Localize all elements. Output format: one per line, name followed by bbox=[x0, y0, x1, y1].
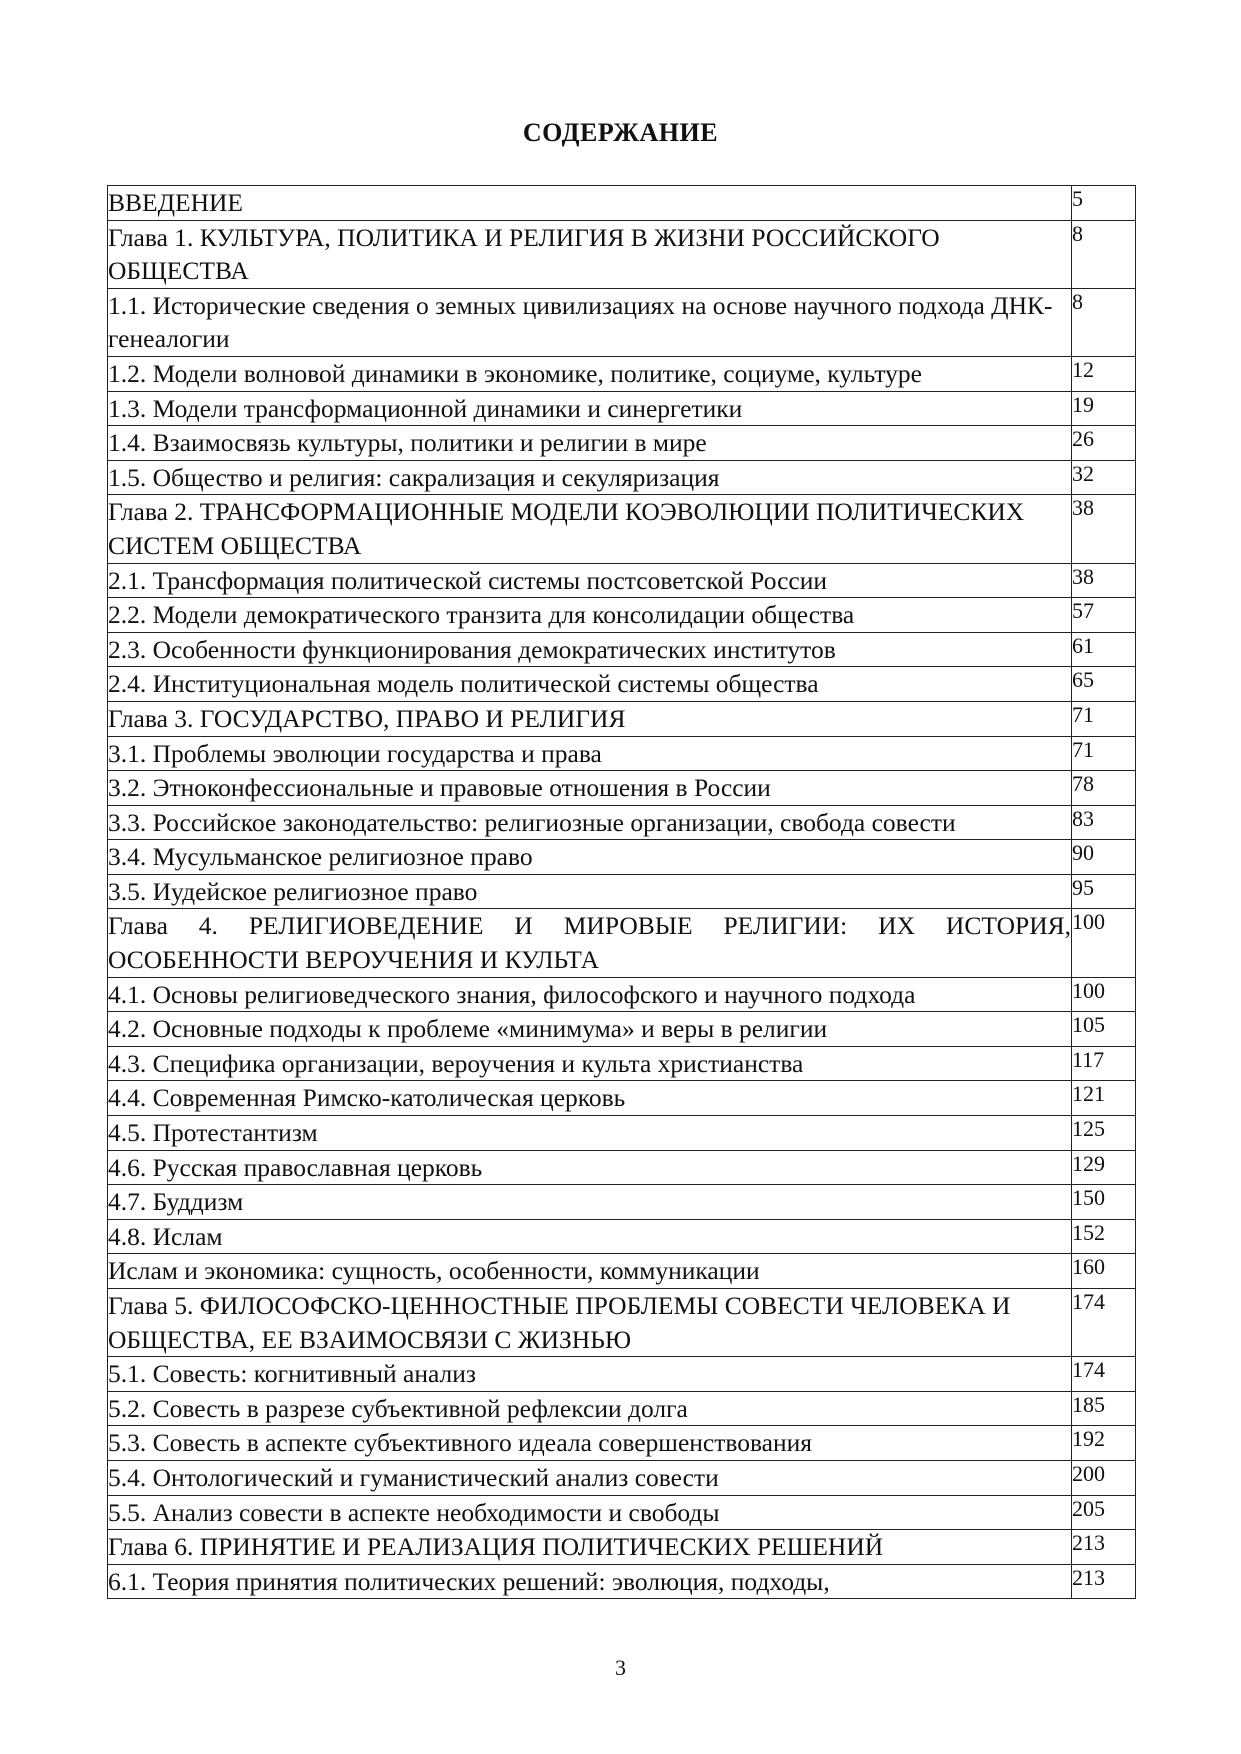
toc-row bbox=[108, 840, 1136, 875]
toc-row bbox=[108, 1012, 1136, 1047]
toc-entry-title: 4.5. Протестантизм bbox=[108, 1116, 1072, 1151]
toc-row bbox=[108, 1530, 1136, 1565]
page-title: СОДЕРЖАНИЕ bbox=[522, 118, 719, 147]
toc-entry-title: 2.3. Особенности функционирования демократических институтов bbox=[108, 632, 1072, 667]
toc-row bbox=[108, 1460, 1136, 1495]
toc-row bbox=[108, 1289, 1136, 1357]
toc-entry-title: 3.1. Проблемы эволюции государства и права bbox=[108, 736, 1072, 771]
toc-entry-title: 4.2. Основные подходы к проблеме «минимума» и веры в религии bbox=[108, 1012, 1072, 1047]
toc-entry-page: 105 bbox=[1072, 1012, 1136, 1047]
toc-entry-title: 4.4. Современная Римско-католическая церковь bbox=[108, 1081, 1072, 1116]
toc-entry-page: 117 bbox=[1072, 1046, 1136, 1081]
toc-row bbox=[108, 1081, 1136, 1116]
toc-entry-page: 213 bbox=[1072, 1564, 1136, 1599]
toc-row bbox=[108, 1185, 1136, 1220]
toc-entry-title: Глава 6. ПРИНЯТИЕ И РЕАЛИЗАЦИЯ ПОЛИТИЧЕСКИХ РЕШЕНИЙ bbox=[108, 1530, 1072, 1565]
toc-row bbox=[108, 701, 1136, 736]
toc-entry-title: 5.2. Совесть в разрезе субъективной рефлексии долга bbox=[108, 1391, 1072, 1426]
toc-entry-title: 5.4. Онтологический и гуманистический анализ совести bbox=[108, 1460, 1072, 1495]
toc-row bbox=[108, 1116, 1136, 1151]
toc-entry-page: 125 bbox=[1072, 1116, 1136, 1151]
toc-row bbox=[108, 1495, 1136, 1530]
toc-entry-page: 174 bbox=[1072, 1289, 1136, 1357]
toc-row bbox=[108, 1254, 1136, 1289]
toc-entry-page: 12 bbox=[1072, 356, 1136, 391]
toc-entry-page: 8 bbox=[1072, 220, 1136, 288]
toc-row bbox=[108, 426, 1136, 461]
toc-entry-page: 185 bbox=[1072, 1391, 1136, 1426]
toc-entry-title: 1.5. Общество и религия: сакрализация и секуляризация bbox=[108, 460, 1072, 495]
toc-entry-title: 3.5. Иудейское религиозное право bbox=[108, 874, 1072, 909]
page-number: 3 bbox=[615, 1655, 626, 1680]
toc-row bbox=[108, 495, 1136, 563]
toc-entry-page: 38 bbox=[1072, 495, 1136, 563]
toc-entry-page: 71 bbox=[1072, 736, 1136, 771]
toc-row bbox=[108, 220, 1136, 288]
toc-entry-page: 57 bbox=[1072, 598, 1136, 633]
toc-entry-page: 192 bbox=[1072, 1426, 1136, 1461]
toc-entry-title: 5.1. Совесть: когнитивный анализ bbox=[108, 1357, 1072, 1392]
toc-row bbox=[108, 667, 1136, 702]
toc-entry-title: Глава 2. ТРАНСФОРМАЦИОННЫЕ МОДЕЛИ КОЭВОЛЮЦИИ ПОЛИТИЧЕСКИХ СИСТЕМ ОБЩЕСТВА bbox=[108, 495, 1072, 563]
toc-row bbox=[108, 186, 1136, 221]
toc-entry-title: 6.1. Теория принятия политических решений: эволюция, подходы, bbox=[108, 1564, 1072, 1599]
toc-entry-page: 26 bbox=[1072, 426, 1136, 461]
toc-entry-title: 4.6. Русская православная церковь bbox=[108, 1150, 1072, 1185]
toc-row bbox=[108, 771, 1136, 806]
toc-entry-page: 152 bbox=[1072, 1219, 1136, 1254]
toc-entry-page: 121 bbox=[1072, 1081, 1136, 1116]
toc-entry-title: Глава 3. ГОСУДАРСТВО, ПРАВО И РЕЛИГИЯ bbox=[108, 701, 1072, 736]
table-of-contents bbox=[107, 185, 1136, 1599]
toc-entry-title: 5.3. Совесть в аспекте субъективного идеала совершенствования bbox=[108, 1426, 1072, 1461]
toc-row bbox=[108, 288, 1136, 356]
toc-entry-page: 205 bbox=[1072, 1495, 1136, 1530]
toc-entry-page: 19 bbox=[1072, 391, 1136, 426]
toc-entry-title: 3.3. Российское законодательство: религиозные организации, свобода совести bbox=[108, 805, 1072, 840]
toc-row bbox=[108, 805, 1136, 840]
toc-entry-title: ВВЕДЕНИЕ bbox=[108, 186, 1072, 221]
toc-entry-title: 1.2. Модели волновой динамики в экономике, политике, социуме, культуре bbox=[108, 356, 1072, 391]
toc-entry-title: 5.5. Анализ совести в аспекте необходимости и свободы bbox=[108, 1495, 1072, 1530]
toc-entry-title: 2.1. Трансформация политической системы постсоветской России bbox=[108, 563, 1072, 598]
toc-row bbox=[108, 598, 1136, 633]
toc-entry-title: 2.2. Модели демократического транзита для консолидации общества bbox=[108, 598, 1072, 633]
toc-row bbox=[108, 909, 1136, 977]
toc-entry-title: 4.7. Буддизм bbox=[108, 1185, 1072, 1220]
toc-entry-title: 4.1. Основы религиоведческого знания, философского и научного подхода bbox=[108, 977, 1072, 1012]
toc-row bbox=[108, 736, 1136, 771]
toc-entry-page: 200 bbox=[1072, 1460, 1136, 1495]
toc-entry-title: 4.3. Специфика организации, вероучения и культа христианства bbox=[108, 1046, 1072, 1081]
toc-entry-title: 2.4. Институциональная модель политической системы общества bbox=[108, 667, 1072, 702]
toc-row bbox=[108, 1219, 1136, 1254]
toc-row bbox=[108, 1357, 1136, 1392]
toc-entry-title: 3.2. Этноконфессиональные и правовые отношения в России bbox=[108, 771, 1072, 806]
toc-entry-page: 5 bbox=[1072, 186, 1136, 221]
toc-entry-page: 100 bbox=[1072, 909, 1136, 977]
toc-entry-title: Глава 4. РЕЛИГИОВЕДЕНИЕ И МИРОВЫЕ РЕЛИГИИ: ИХ ИСТОРИЯ, ОСОБЕННОСТИ ВЕРОУЧЕНИЯ И КУЛЬТА bbox=[108, 909, 1072, 977]
toc-entry-page: 160 bbox=[1072, 1254, 1136, 1289]
toc-row bbox=[108, 460, 1136, 495]
toc-entry-title: 1.3. Модели трансформационной динамики и синергетики bbox=[108, 391, 1072, 426]
toc-row bbox=[108, 1426, 1136, 1461]
toc-entry-title: Глава 1. КУЛЬТУРА, ПОЛИТИКА И РЕЛИГИЯ В ЖИЗНИ РОССИЙСКОГО ОБЩЕСТВА bbox=[108, 220, 1072, 288]
toc-entry-page: 95 bbox=[1072, 874, 1136, 909]
toc-row bbox=[108, 1046, 1136, 1081]
toc-row bbox=[108, 356, 1136, 391]
toc-entry-page: 32 bbox=[1072, 460, 1136, 495]
toc-row bbox=[108, 874, 1136, 909]
toc-entry-page: 61 bbox=[1072, 632, 1136, 667]
toc-row bbox=[108, 1150, 1136, 1185]
toc-entry-page: 71 bbox=[1072, 701, 1136, 736]
toc-row bbox=[108, 977, 1136, 1012]
toc-entry-page: 78 bbox=[1072, 771, 1136, 806]
toc-entry-title: Ислам и экономика: сущность, особенности, коммуникации bbox=[108, 1254, 1072, 1289]
toc-row bbox=[108, 632, 1136, 667]
toc-entry-title: 3.4. Мусульманское религиозное право bbox=[108, 840, 1072, 875]
toc-entry-title: Глава 5. ФИЛОСОФСКО-ЦЕННОСТНЫЕ ПРОБЛЕМЫ СОВЕСТИ ЧЕЛОВЕКА И ОБЩЕСТВА, ЕЕ ВЗАИМОСВЯЗИ С ЖИЗНЬЮ bbox=[108, 1289, 1072, 1357]
toc-entry-page: 174 bbox=[1072, 1357, 1136, 1392]
toc-entry-page: 8 bbox=[1072, 288, 1136, 356]
toc-entry-page: 83 bbox=[1072, 805, 1136, 840]
toc-row bbox=[108, 563, 1136, 598]
toc-row bbox=[108, 1564, 1136, 1599]
toc-entry-title: 1.4. Взаимосвязь культуры, политики и религии в мире bbox=[108, 426, 1072, 461]
toc-entry-page: 65 bbox=[1072, 667, 1136, 702]
toc-entry-title: 4.8. Ислам bbox=[108, 1219, 1072, 1254]
toc-entry-page: 100 bbox=[1072, 977, 1136, 1012]
toc-entry-page: 213 bbox=[1072, 1530, 1136, 1565]
toc-row bbox=[108, 1391, 1136, 1426]
toc-entry-page: 38 bbox=[1072, 563, 1136, 598]
toc-entry-page: 129 bbox=[1072, 1150, 1136, 1185]
toc-entry-page: 150 bbox=[1072, 1185, 1136, 1220]
toc-entry-page: 90 bbox=[1072, 840, 1136, 875]
toc-entry-title: 1.1. Исторические сведения о земных цивилизациях на основе научного подхода ДНК-генеалогии bbox=[108, 288, 1072, 356]
toc-row bbox=[108, 391, 1136, 426]
